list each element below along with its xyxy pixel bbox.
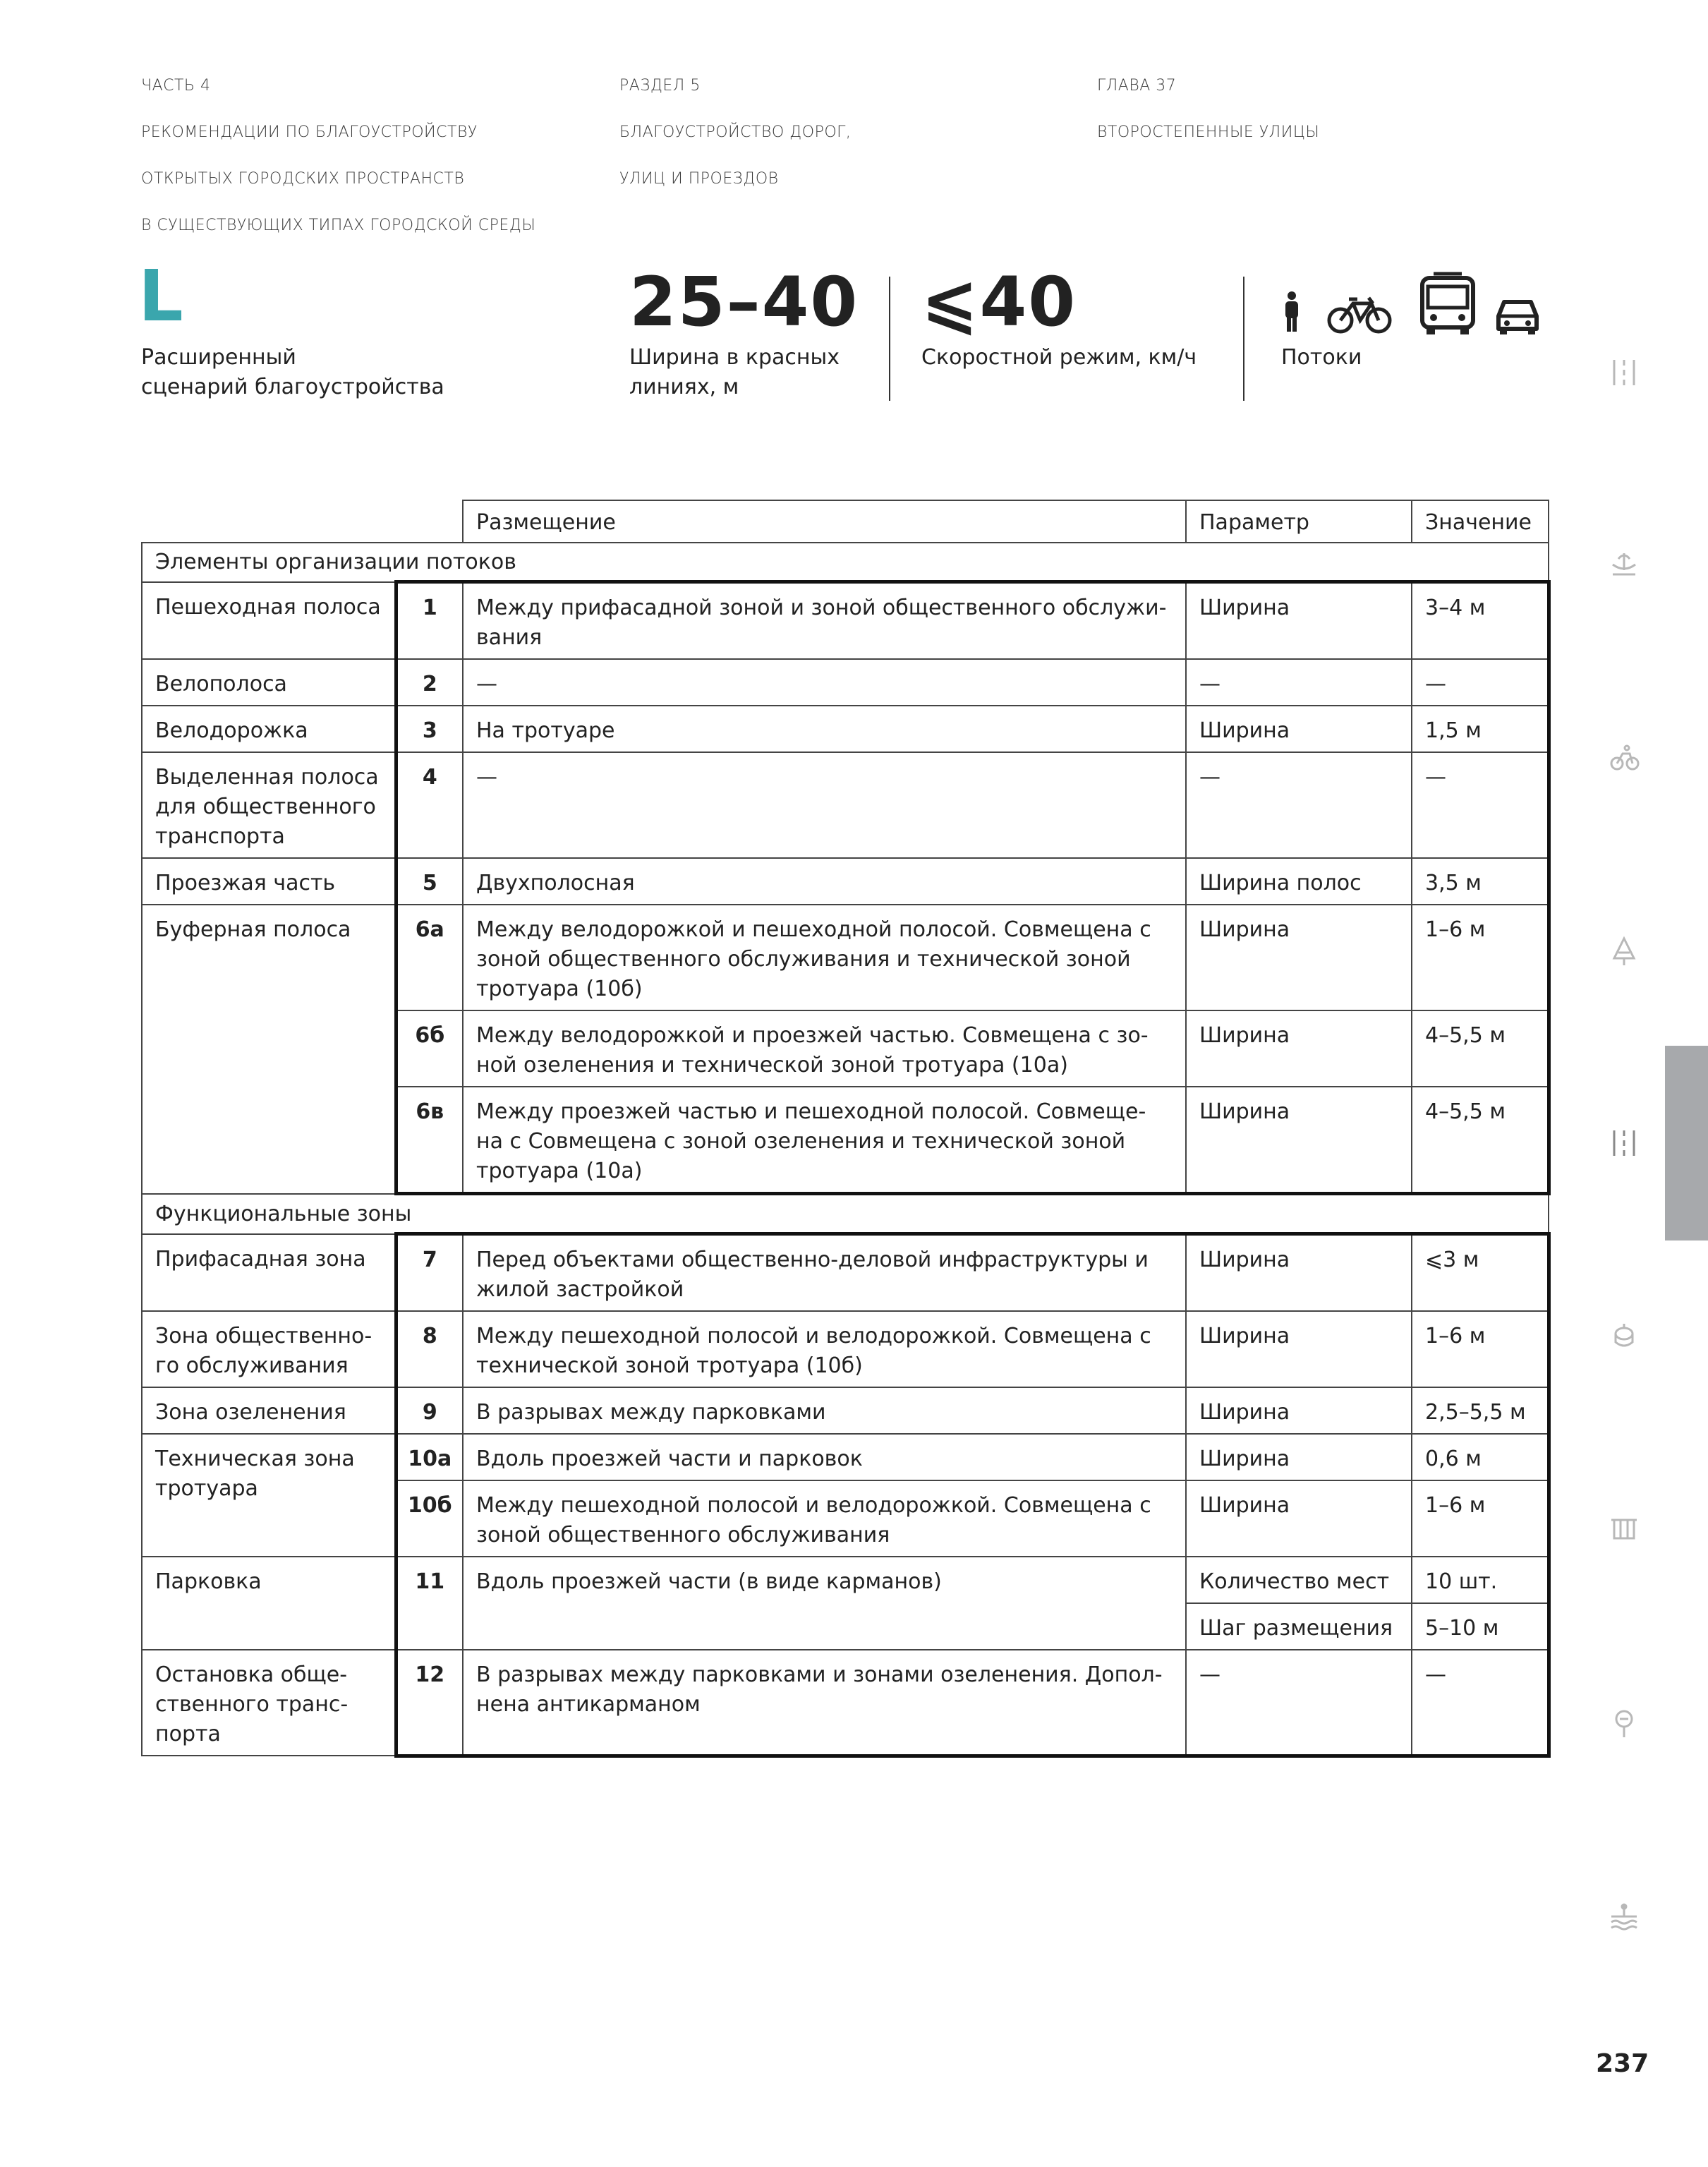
- value-cell: 4–5,5 м: [1412, 1087, 1549, 1194]
- street-lanes-icon[interactable]: [1609, 1128, 1640, 1159]
- placement-cell: Двухполосная: [463, 858, 1186, 905]
- bus-icon: [1418, 271, 1477, 336]
- element-cell: Зона общественно-го обслуживания: [142, 1311, 396, 1387]
- header-text: РЕКОМЕНДАЦИИ ПО БЛАГОУСТРОЙСТВУ: [141, 123, 478, 141]
- parameter-cell: —: [1186, 659, 1412, 706]
- flows-caption: Потоки: [1281, 345, 1362, 370]
- column-header-parameter: Параметр: [1186, 500, 1412, 543]
- speed-value: ⩽40: [921, 262, 1077, 342]
- caption-line: сценарий благоустройства: [141, 375, 444, 399]
- number-cell: 3: [396, 706, 463, 752]
- scenario-caption: [141, 343, 444, 402]
- value-cell: 3,5 м: [1412, 858, 1549, 905]
- table-row: [142, 706, 1549, 752]
- value-cell: 2,5–5,5 м: [1412, 1387, 1549, 1434]
- placement-cell: Между проезжей частью и пешеходной полосой. Совмеще-на с Совмещена с зоной озеленения и технической зоной тротуара (10а): [463, 1087, 1186, 1194]
- parameter-cell: Количество мест: [1186, 1557, 1412, 1603]
- number-cell: 11: [396, 1557, 463, 1650]
- bollard-icon[interactable]: [1609, 1321, 1640, 1352]
- placement-cell: Перед объектами общественно-деловой инфраструктуры и жилой застройкой: [463, 1234, 1186, 1312]
- element-cell: Пешеходная полоса: [142, 582, 396, 660]
- placement-cell: Между пешеходной полосой и велодорожкой. Совмещена с технической зоной тротуара (10б): [463, 1311, 1186, 1387]
- value-cell: —: [1412, 1650, 1549, 1756]
- parameter-cell: Шаг размещения: [1186, 1603, 1412, 1650]
- section-title: Элементы организации потоков: [142, 543, 1549, 582]
- number-cell: 6а: [396, 905, 463, 1010]
- element-cell: Техническая зона тротуара: [142, 1434, 396, 1557]
- placement-cell: Вдоль проезжей части (в виде карманов): [463, 1557, 1186, 1650]
- placement-cell: На тротуаре: [463, 706, 1186, 752]
- header-text: БЛАГОУСТРОЙСТВО ДОРОГ,: [619, 123, 852, 141]
- parameter-cell: —: [1186, 752, 1412, 858]
- value-cell: 1–6 м: [1412, 1480, 1549, 1557]
- table-row: [142, 1311, 1549, 1387]
- table-row: [142, 905, 1549, 1010]
- number-cell: 7: [396, 1234, 463, 1312]
- table-row: [142, 1234, 1549, 1312]
- placement-cell: Вдоль проезжей части и парковок: [463, 1434, 1186, 1480]
- placement-cell: В разрывах между парковками и зонами озеленения. Допол-нена антикарманом: [463, 1650, 1186, 1756]
- speed-caption: Скоростной режим, км/ч: [921, 345, 1197, 370]
- value-cell: 1,5 м: [1412, 706, 1549, 752]
- building-icon[interactable]: [1609, 1513, 1640, 1544]
- element-cell: Буферная полоса: [142, 905, 396, 1194]
- value-cell: 3–4 м: [1412, 582, 1549, 660]
- breadcrumb-section: [619, 51, 851, 214]
- element-cell: Проезжая часть: [142, 858, 396, 905]
- placement-cell: Между прифасадной зоной и зоной общественного обслужи-вания: [463, 582, 1186, 660]
- value-cell: 10 шт.: [1412, 1557, 1549, 1603]
- number-cell: 6в: [396, 1087, 463, 1194]
- value-cell: 0,6 м: [1412, 1434, 1549, 1480]
- element-cell: Велодорожка: [142, 706, 396, 752]
- fountain-icon[interactable]: [1609, 549, 1640, 580]
- parameter-cell: Ширина: [1186, 1087, 1412, 1194]
- column-header-value: Значение: [1412, 500, 1549, 543]
- lanes-icon[interactable]: [1609, 357, 1640, 388]
- value-cell: 5–10 м: [1412, 1603, 1549, 1650]
- table-header-row: [142, 500, 1549, 543]
- section-tab-marker[interactable]: [1665, 1046, 1708, 1241]
- parameter-cell: Ширина: [1186, 905, 1412, 1010]
- parameter-cell: —: [1186, 1650, 1412, 1756]
- breadcrumb-chapter: [1097, 51, 1319, 167]
- header-text: ЧАСТЬ 4: [141, 77, 211, 95]
- placement-cell: —: [463, 752, 1186, 858]
- table-row: [142, 582, 1549, 660]
- placement-cell: —: [463, 659, 1186, 706]
- element-cell: Парковка: [142, 1557, 396, 1650]
- table-row: [142, 752, 1549, 858]
- parameter-cell: Ширина: [1186, 1010, 1412, 1087]
- number-cell: 9: [396, 1387, 463, 1434]
- width-value: 25–40: [629, 262, 859, 342]
- parameter-cell: Ширина: [1186, 1480, 1412, 1557]
- number-cell: 5: [396, 858, 463, 905]
- placement-cell: Между велодорожкой и пешеходной полосой. Совмещена с зоной общественного обслуживания и технической зоной тротуара (10б): [463, 905, 1186, 1010]
- placement-cell: Между велодорожкой и проезжей частью. Совмещена с зо-ной озеленения и технической зоной тротуара (10а): [463, 1010, 1186, 1087]
- table-row: [142, 1387, 1549, 1434]
- caption-line: Расширенный: [141, 345, 296, 370]
- number-cell: 1: [396, 582, 463, 660]
- element-cell: Велополоса: [142, 659, 396, 706]
- section-title: Функциональные зоны: [142, 1194, 1549, 1234]
- table-row: [142, 1434, 1549, 1480]
- table-row: [142, 659, 1549, 706]
- width-caption: [629, 343, 840, 402]
- tree-icon[interactable]: [1609, 936, 1640, 967]
- specification-table: [141, 500, 1551, 1758]
- header-text: ВТОРОСТЕПЕННЫЕ УЛИЦЫ: [1097, 123, 1320, 141]
- cyclist-icon[interactable]: [1609, 742, 1640, 773]
- pedestrian-icon: [1281, 291, 1302, 333]
- divider: [1243, 277, 1244, 401]
- caption-line: линиях, м: [629, 375, 739, 399]
- header-text: УЛИЦ И ПРОЕЗДОВ: [619, 170, 779, 188]
- lamp-icon[interactable]: [1609, 1708, 1640, 1739]
- breadcrumb-part: [141, 51, 535, 260]
- value-cell: 1–6 м: [1412, 905, 1549, 1010]
- page-number: 237: [1596, 2049, 1649, 2078]
- number-cell: 4: [396, 752, 463, 858]
- parameter-cell: Ширина полос: [1186, 858, 1412, 905]
- value-cell: 1–6 м: [1412, 1311, 1549, 1387]
- header-text: ГЛАВА 37: [1097, 77, 1177, 95]
- car-icon: [1493, 296, 1542, 336]
- element-cell: Выделенная полоса для общественного транспорта: [142, 752, 396, 858]
- table-row: [142, 858, 1549, 905]
- table-row: [142, 1557, 1549, 1603]
- number-cell: 12: [396, 1650, 463, 1756]
- header-text: РАЗДЕЛ 5: [619, 77, 701, 95]
- placement-cell: Между пешеходной полосой и велодорожкой. Совмещена с зоной общественного обслуживания: [463, 1480, 1186, 1557]
- number-cell: 10а: [396, 1434, 463, 1480]
- number-cell: 8: [396, 1311, 463, 1387]
- value-cell: —: [1412, 752, 1549, 858]
- scenario-letter: L: [138, 255, 183, 337]
- bicycle-icon: [1326, 295, 1393, 334]
- number-cell: 2: [396, 659, 463, 706]
- section-row: [142, 543, 1549, 582]
- number-cell: 10б: [396, 1480, 463, 1557]
- table-row: [142, 1650, 1549, 1756]
- parameter-cell: Ширина: [1186, 1387, 1412, 1434]
- value-cell: 4–5,5 м: [1412, 1010, 1549, 1087]
- header-text: ОТКРЫТЫХ ГОРОДСКИХ ПРОСТРАНСТВ: [141, 170, 465, 188]
- element-cell: Зона озеленения: [142, 1387, 396, 1434]
- number-cell: 6б: [396, 1010, 463, 1087]
- parameter-cell: Ширина: [1186, 582, 1412, 660]
- caption-line: Ширина в красных: [629, 345, 840, 370]
- header-blank: [142, 500, 463, 543]
- value-cell: ⩽3 м: [1412, 1234, 1549, 1312]
- placement-cell: В разрывах между парковками: [463, 1387, 1186, 1434]
- section-row: [142, 1194, 1549, 1234]
- waterfront-icon[interactable]: [1609, 1901, 1640, 1932]
- divider: [889, 277, 890, 401]
- column-header-placement: Размещение: [463, 500, 1186, 543]
- parameter-cell: Ширина: [1186, 1311, 1412, 1387]
- header-text: В СУЩЕСТВУЮЩИХ ТИПАХ ГОРОДСКОЙ СРЕДЫ: [141, 217, 536, 234]
- parameter-cell: Ширина: [1186, 1234, 1412, 1312]
- parameter-cell: Ширина: [1186, 1434, 1412, 1480]
- element-cell: Остановка обще-ственного транс-порта: [142, 1650, 396, 1756]
- value-cell: —: [1412, 659, 1549, 706]
- element-cell: Прифасадная зона: [142, 1234, 396, 1312]
- parameter-cell: Ширина: [1186, 706, 1412, 752]
